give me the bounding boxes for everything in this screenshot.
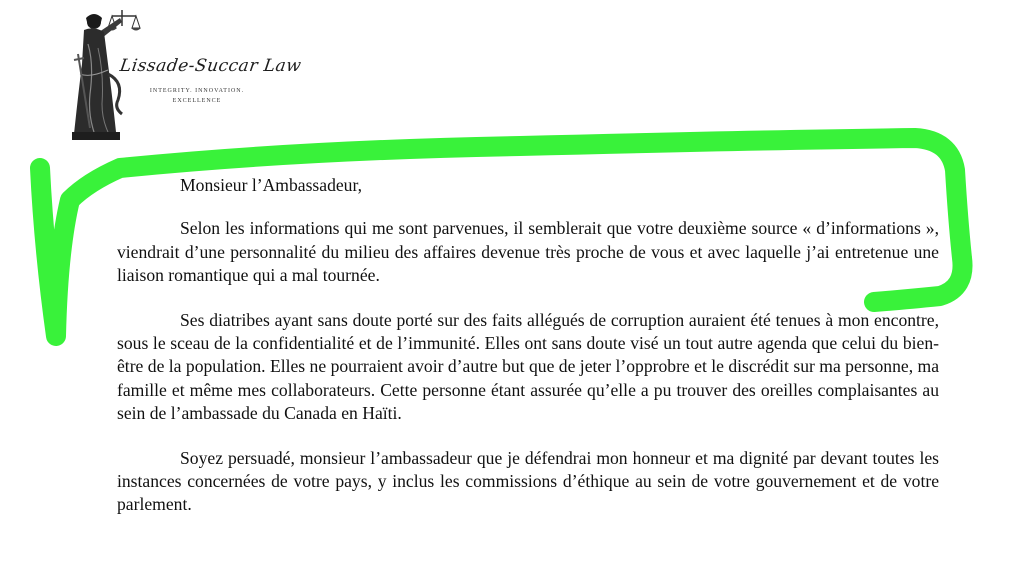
tagline-line-1: INTEGRITY. INNOVATION. [149,88,245,94]
paragraph-1: Selon les informations qui me sont parvenues, il semblerait que votre deuxième source « d’informations », viendrait d’une personnalité du milieu des affaires devenue très proche de vous et avec laquelle j’ai entretenue une liaison romantique qui a mal tournée. [117,218,939,286]
letter-body [117,174,939,517]
firm-letterhead [64,4,304,144]
paragraph-3: Soyez persuadé, monsieur l’ambassadeur que je défendrai mon honneur et ma dignité par devant toutes les instances concernées de votre pays, y inclus les commissions d’éthique au sein de votre gouvernement et de votre parlement. [117,447,939,515]
salutation: Monsieur l’Ambassadeur, [180,175,363,195]
firm-tagline [142,86,252,106]
tagline-line-2: EXCELLENCE [172,98,222,104]
firm-name: Lissade-Succar Law [118,56,303,76]
paragraph-2: Ses diatribes ayant sans doute porté sur des faits allégués de corruption auraient été tenues à mon encontre, sous le sceau de la confidentialité et de l’immunité. Elles ont sans doute visé un tout autre agenda que celui du bien-être de la population. Elles ne pourraient avoir d’autre but que de jeter l’opprobre et le discrédit sur ma personne, ma famille et même mes collaborateurs. Cette personne étant assurée qu’elle a pu trouver des oreilles complaisantes au sein de l’ambassade du Canada en Haïti. [117,309,939,424]
